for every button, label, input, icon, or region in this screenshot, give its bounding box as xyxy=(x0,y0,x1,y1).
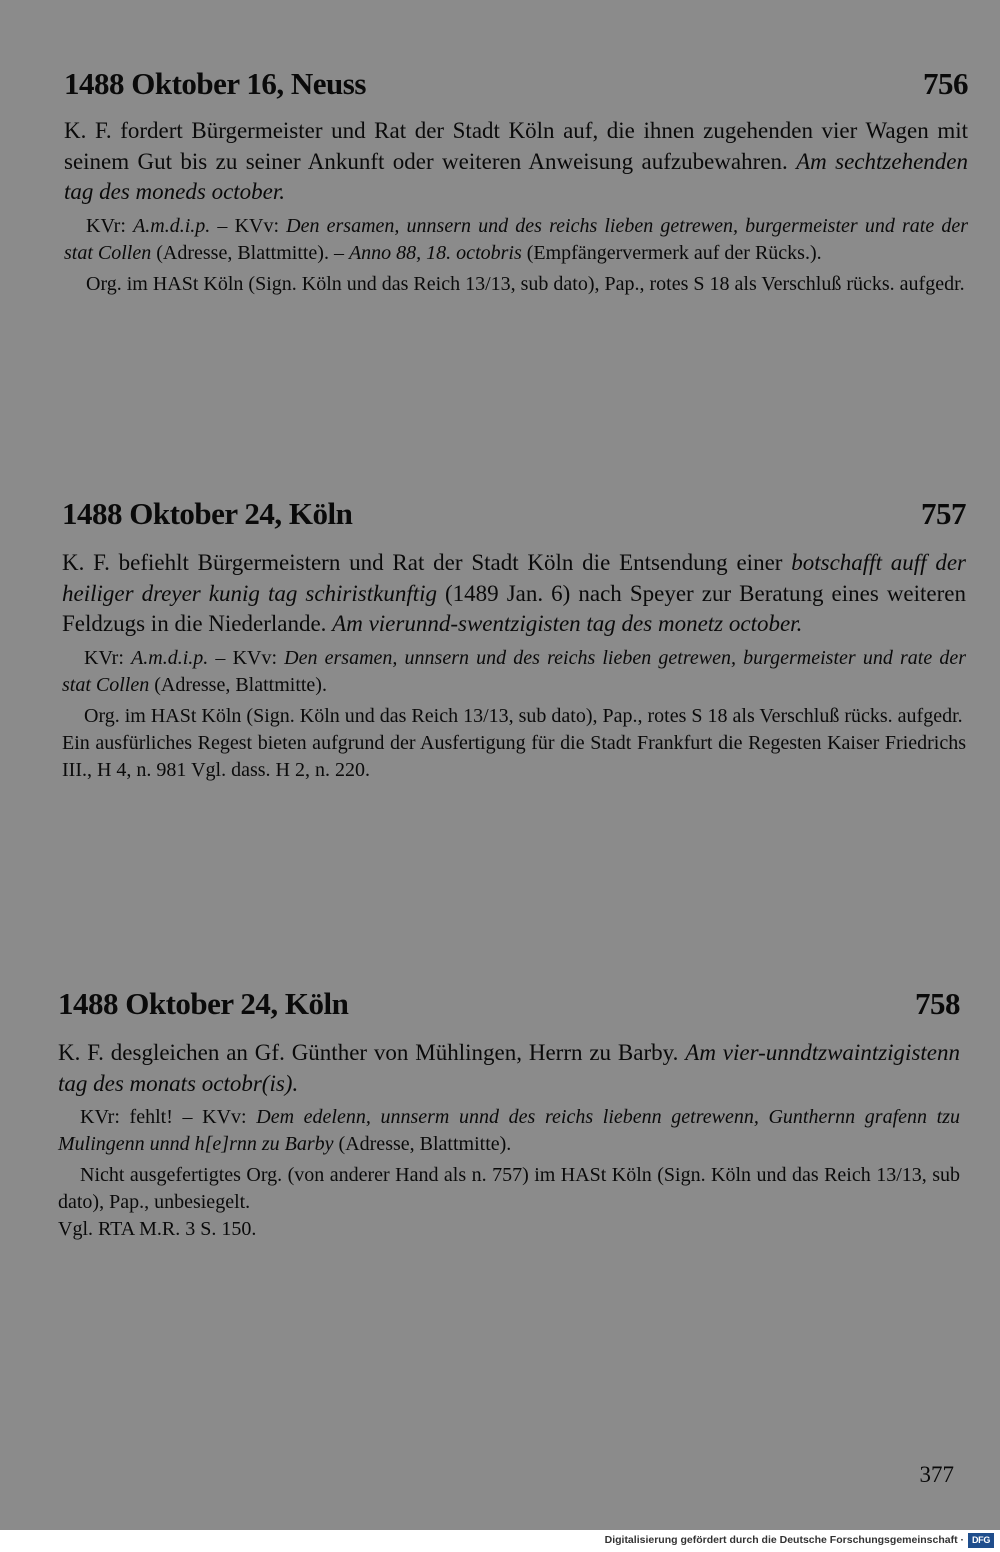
regest-entry-756 xyxy=(64,66,968,298)
italic-text-run: botschafft auff der heiliger dreyer kunig tag schiristkunftig xyxy=(62,550,966,606)
regest-entry-757 xyxy=(62,496,966,784)
italic-text-run: Am vier-unndtzwaintzigistenn tag des monats octobr(is). xyxy=(58,1040,960,1096)
italic-text-run: Den ersamen, unnsern und des reichs lieben getrewen, burgermeister und rate der stat Collen xyxy=(64,214,969,264)
entry-number: 757 xyxy=(921,496,966,531)
italic-text-run: A.m.d.i.p. xyxy=(133,214,211,237)
digitization-footer xyxy=(0,1530,1000,1552)
text-run: KVr: xyxy=(84,646,132,669)
text-run: (Empfängervermerk auf der Rücks.). xyxy=(521,241,822,264)
entry-endorsement-note xyxy=(64,213,968,267)
entry-date-place: 1488 Oktober 24, Köln xyxy=(62,496,353,531)
text-run: K. F. desgleichen an Gf. Günther von Mühlingen, Herrn zu Barby. xyxy=(58,1040,686,1065)
entry-number: 756 xyxy=(923,66,968,101)
text-run: – KVv: xyxy=(208,646,285,669)
text-run: Nicht ausgefertigtes Org. (von anderer Hand als n. 757) im HASt Köln (Sign. Köln und das Reich 13/13, sub dato), Pap., unbesiegelt. xyxy=(58,1164,960,1213)
entry-summary xyxy=(62,548,966,640)
entry-summary xyxy=(58,1038,960,1099)
text-run: Ein ausfürliches Regest bieten aufgrund der Ausfertigung für die Stadt Frankfurt die Regesten Kaiser Friedrichs III., H 4, n. 981 Vgl. dass. H 2, n. 220. xyxy=(62,731,966,781)
entry-source-note xyxy=(58,1162,960,1216)
text-run: K. F. befiehlt Bürgermeistern und Rat der Stadt Köln die Entsendung einer xyxy=(62,550,792,575)
italic-text-run: Den ersamen, unnsern und des reichs lieben getrewen, burgermeister und rate der stat Collen xyxy=(62,646,967,696)
italic-text-run: Dem edelenn, unnserm unnd des reichs liebenn getrewenn, Gunthernn grafenn tzu Mulingenn unnd h[e]rnn zu Barby xyxy=(58,1106,960,1155)
entry-summary xyxy=(64,116,968,208)
footer-credit: Digitalisierung gefördert durch die Deutsche Forschungsgemeinschaft · xyxy=(604,1534,964,1546)
text-run: – KVv: xyxy=(210,214,287,237)
entry-source-note xyxy=(62,703,966,730)
entry-heading xyxy=(62,496,966,532)
entry-heading xyxy=(58,986,960,1022)
text-run: Vgl. RTA M.R. 3 S. 150. xyxy=(58,1218,257,1240)
entry-date-place: 1488 Oktober 24, Köln xyxy=(58,986,349,1021)
entry-endorsement-note xyxy=(62,645,966,699)
entry-date-place: 1488 Oktober 16, Neuss xyxy=(64,66,366,101)
dfg-logo-icon: DFG xyxy=(968,1533,994,1548)
text-run: (Adresse, Blattmitte). xyxy=(149,673,327,696)
text-run: Org. im HASt Köln (Sign. Köln und das Reich 13/13, sub dato), Pap., rotes S 18 als Verschluß rücks. aufgedr. xyxy=(84,704,963,727)
italic-text-run: Am sechtzehenden tag des moneds october. xyxy=(64,148,968,204)
page-number: 377 xyxy=(919,1462,954,1487)
entry-reference-note xyxy=(58,1216,960,1243)
text-run: Org. im HASt Köln (Sign. Köln und das Reich 13/13, sub dato), Pap., rotes S 18 als Verschluß rücks. aufgedr. xyxy=(86,272,965,295)
italic-text-run: A.m.d.i.p. xyxy=(131,646,209,669)
regest-entry-758 xyxy=(58,986,960,1243)
entry-heading xyxy=(64,66,968,102)
text-run: K. F. fordert Bürgermeister und Rat der Stadt Köln auf, die ihnen zugehenden vier Wagen mit seinem Gut bis zu seiner Ankunft oder weiteren Anweisung aufzubewahren. xyxy=(64,118,968,174)
entry-source-note xyxy=(64,271,968,298)
italic-text-run: Anno 88, 18. octobris xyxy=(348,241,522,264)
entry-number: 758 xyxy=(915,986,960,1021)
entry-endorsement-note xyxy=(58,1104,960,1158)
text-run: KVr: xyxy=(86,214,134,237)
text-run: (1489 Jan. 6) nach Speyer zur Beratung eines weiteren Feldzugs in die Niederlande. xyxy=(62,580,966,636)
text-run: (Adresse, Blattmitte). – xyxy=(151,241,349,264)
italic-text-run: Am vierunnd-swentzigisten tag des monetz october. xyxy=(332,611,803,636)
text-run: (Adresse, Blattmitte). xyxy=(333,1133,512,1155)
text-run: KVr: fehlt! – KVv: xyxy=(80,1106,257,1128)
entry-reference-note xyxy=(62,730,966,784)
